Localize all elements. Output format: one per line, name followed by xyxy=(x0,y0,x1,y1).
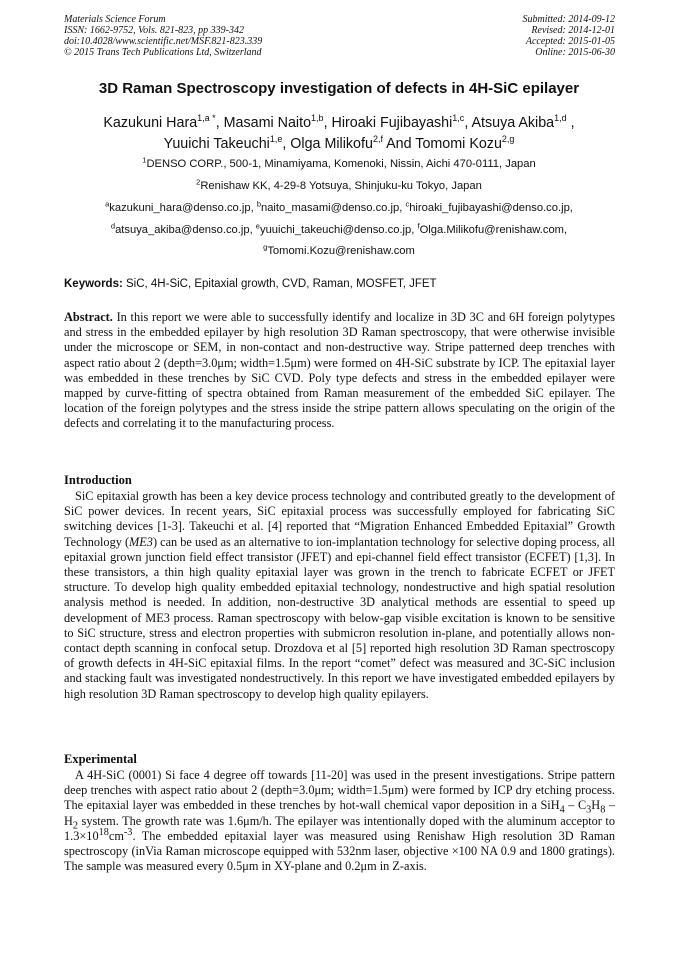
author-separator: , xyxy=(323,115,332,131)
keywords-text: SiC, 4H-SiC, Epitaxial growth, CVD, Raman, MOSFET, JFET xyxy=(122,278,437,290)
issn-line: ISSN: 1662-9752, Vols. 821-823, pp 339-342 xyxy=(64,25,244,36)
author-name: Olga Milikofu xyxy=(290,136,373,152)
section-heading-experimental: Experimental xyxy=(64,752,137,766)
subscript: 8 xyxy=(600,804,606,816)
abstract-label: Abstract. xyxy=(64,310,113,324)
experimental-text: . The embedded epitaxial layer was measured using Renishaw High resolution 3D Raman spectroscopy (inVia Raman microscope equipped with 532nm laser, objective ×100 NA 0.9 and 1800 gratings). The sample was measured every 0.5μm in XY-plane and 0.2μm in Z-axis. xyxy=(64,828,615,874)
paper-title: 3D Raman Spectroscopy investigation of defects in 4H-SiC epilayer xyxy=(98,80,580,97)
abstract xyxy=(64,310,615,432)
affiliation-marker: 2 xyxy=(196,177,201,187)
email-marker: a xyxy=(105,199,110,209)
author-name: Tomomi Kozu xyxy=(415,136,502,152)
online-date: Online: 2015-06-30 xyxy=(535,47,615,58)
revised-date: Revised: 2014-12-01 xyxy=(531,25,615,36)
email-address[interactable]: naito_masami@denso.co.jp, xyxy=(260,202,406,214)
email-address[interactable]: hiroaki_fujibayashi@denso.co.jp, xyxy=(409,202,573,214)
email-marker: g xyxy=(263,242,268,252)
author-affiliation-marker: 2,g xyxy=(501,134,515,145)
author-affiliation-marker: 1,c xyxy=(452,113,465,124)
copyright-line: © 2015 Trans Tech Publications Ltd, Switzerland xyxy=(64,47,262,58)
experimental-text: system. The growth rate was 1.6μm/h. The epilayer was intentionally doped with the aluminum acceptor to 1.3×10 xyxy=(64,813,615,843)
author-affiliation-marker: 1,a * xyxy=(197,113,216,124)
email-line-2 xyxy=(30,221,648,236)
journal-header-left xyxy=(64,14,262,58)
keywords xyxy=(64,278,437,290)
submitted-date: Submitted: 2014-09-12 xyxy=(522,14,615,25)
author-name: Atsuya Akiba xyxy=(471,115,555,131)
email-marker: d xyxy=(110,221,116,231)
author-affiliation-marker: 1,d xyxy=(554,113,567,124)
journal-header-right xyxy=(523,14,616,58)
affiliation-2 xyxy=(30,177,648,192)
experimental-text: – H xyxy=(64,798,615,828)
intro-me3: ME3 xyxy=(129,534,153,549)
subscript: 2 xyxy=(72,820,79,832)
author-separator: , xyxy=(282,136,291,152)
email-address[interactable]: yuuichi_takeuchi@denso.co.jp, xyxy=(259,224,418,236)
email-address[interactable]: Tomomi.Kozu@renishaw.com xyxy=(267,245,415,257)
author-separator: , xyxy=(464,115,472,131)
author-list xyxy=(40,113,638,155)
introduction-body xyxy=(64,489,615,702)
author-name: Yuuichi Takeuchi xyxy=(163,136,270,152)
section-heading-introduction: Introduction xyxy=(64,473,132,487)
email-line-1 xyxy=(30,199,648,214)
experimental-text: H xyxy=(591,798,601,813)
email-address[interactable]: Olga.Milikofu@renishaw.com, xyxy=(419,224,568,236)
affiliation-1 xyxy=(30,155,648,170)
email-marker: f xyxy=(417,221,420,231)
author-name: Hiroaki Fujibayashi xyxy=(331,115,453,131)
email-address[interactable]: atsuya_akiba@denso.co.jp, xyxy=(115,224,256,236)
author-affiliation-marker: 1,e xyxy=(269,134,283,145)
author-name: Kazukuni Hara xyxy=(103,115,198,131)
abstract-text: In this report we were able to successfully identify and localize in 3D 3C and 6H foreign polytypes and stress in the embedded epilayer by high resolution 3D Raman spectroscopy, that were otherwise invisible under the microscope or SEM, in non-contact and non-destructive way. Stripe patterned deep trenches with aspect ratio about 2 (depth=3.0μm; width=1.5μm) were formed on 4H-SiC substrate by ICP. The epitaxial layer was embedded in these trenches by SiC CVD. Poly type defects and stress in the embedded epilayer were mapped by curve-fitting of spectra obtained from Raman measurement of the embedded SiC epilayer. The location of the foreign polytypes and the stress inside the stripe pattern allows speculating on the origin of the defects and correlating it to the manufacturing process. xyxy=(64,310,615,431)
affiliation-text: DENSO CORP., 500-1, Minamiyama, Komenoki, Nissin, Aichi 470-0111, Japan xyxy=(146,158,536,170)
author-separator: , xyxy=(215,115,224,131)
affiliation-text: Renishaw KK, 4-29-8 Yotsuya, Shinjuku-ku Tokyo, Japan xyxy=(200,180,482,192)
subscript: 4 xyxy=(559,804,565,816)
author-separator: And xyxy=(382,136,416,152)
email-marker: c xyxy=(405,199,410,209)
author-affiliation-marker: 2,f xyxy=(372,134,383,145)
intro-text: SiC epitaxial growth has been a key device process technology and contributed greatly to the development of SiC power devices. In recent years, SiC epitaxial process was successfully employed for fabricating SiC switching devices [1-3]. Takeuchi et al. [4] reported that “Migration Enhanced Embedded Epitaxial” Growth Technology ( xyxy=(64,489,615,549)
email-marker: e xyxy=(255,221,260,231)
email-address[interactable]: kazukuni_hara@denso.co.jp, xyxy=(109,202,257,214)
keywords-label: Keywords: xyxy=(64,278,123,290)
email-marker: b xyxy=(256,199,261,209)
intro-text-continued: ) can be used as an alternative to ion-implantation technology for selective doping process, all epitaxial grown junction field effect transistor (JFET) and epi-channel field effect transistor (ECFET) [1,3]. In these transistors, a thin high quality epitaxial layer was grown in the trench to fabricate ECFET or JFET structure. To develop high quality embedded epitaxial technology, nondestructive and high spatial resolution analysis method is needed. In addition, non-destructive 3D analytical methods are essential to speed up development of ME3 process. Raman spectroscopy with below-gap visible excitation is known to be sensitive to SiC structure, stress and electron properties with submicron resolution in-plane, and potentially allows non-contact depth scanning in confocal setup. Drozdova et al [5] reported high resolution 3D Raman spectroscopy of growth defects in 4H-SiC epitaxial films. In the report “comet” defect was measured and 3C-SiC inclusion and stacking fault was investigated nondestructively. In this report we have investigated embedded epilayers by high resolution 3D Raman spectroscopy to develop high quality epilayers. xyxy=(64,534,615,701)
experimental-text: cm xyxy=(108,828,124,843)
accepted-date: Accepted: 2015-01-05 xyxy=(525,36,615,47)
experimental-body xyxy=(64,768,615,874)
doi-line[interactable]: doi:10.4028/www.scientific.net/MSF.821-823.339 xyxy=(64,36,263,47)
superscript: -3 xyxy=(123,826,133,838)
superscript: 18 xyxy=(98,826,109,838)
email-line-3 xyxy=(30,242,648,257)
author-affiliation-marker: 1,b xyxy=(311,113,324,124)
author-name: Masami Naito xyxy=(223,115,312,131)
subscript: 3 xyxy=(586,804,592,816)
experimental-text: – C xyxy=(564,798,587,813)
affiliation-marker: 1 xyxy=(142,155,147,165)
journal-name: Materials Science Forum xyxy=(64,14,166,25)
author-separator: , xyxy=(566,115,575,131)
experimental-text: A 4H-SiC (0001) Si face 4 degree off towards [11-20] was used in the present investigations. Stripe pattern deep trenches with aspect ratio about 2 (depth=3.0μm; width=1.5μm) were formed by ICP dry etching process. The epitaxial layer was embedded in these trenches by hot-wall chemical vapor deposition in a SiH xyxy=(64,768,615,813)
